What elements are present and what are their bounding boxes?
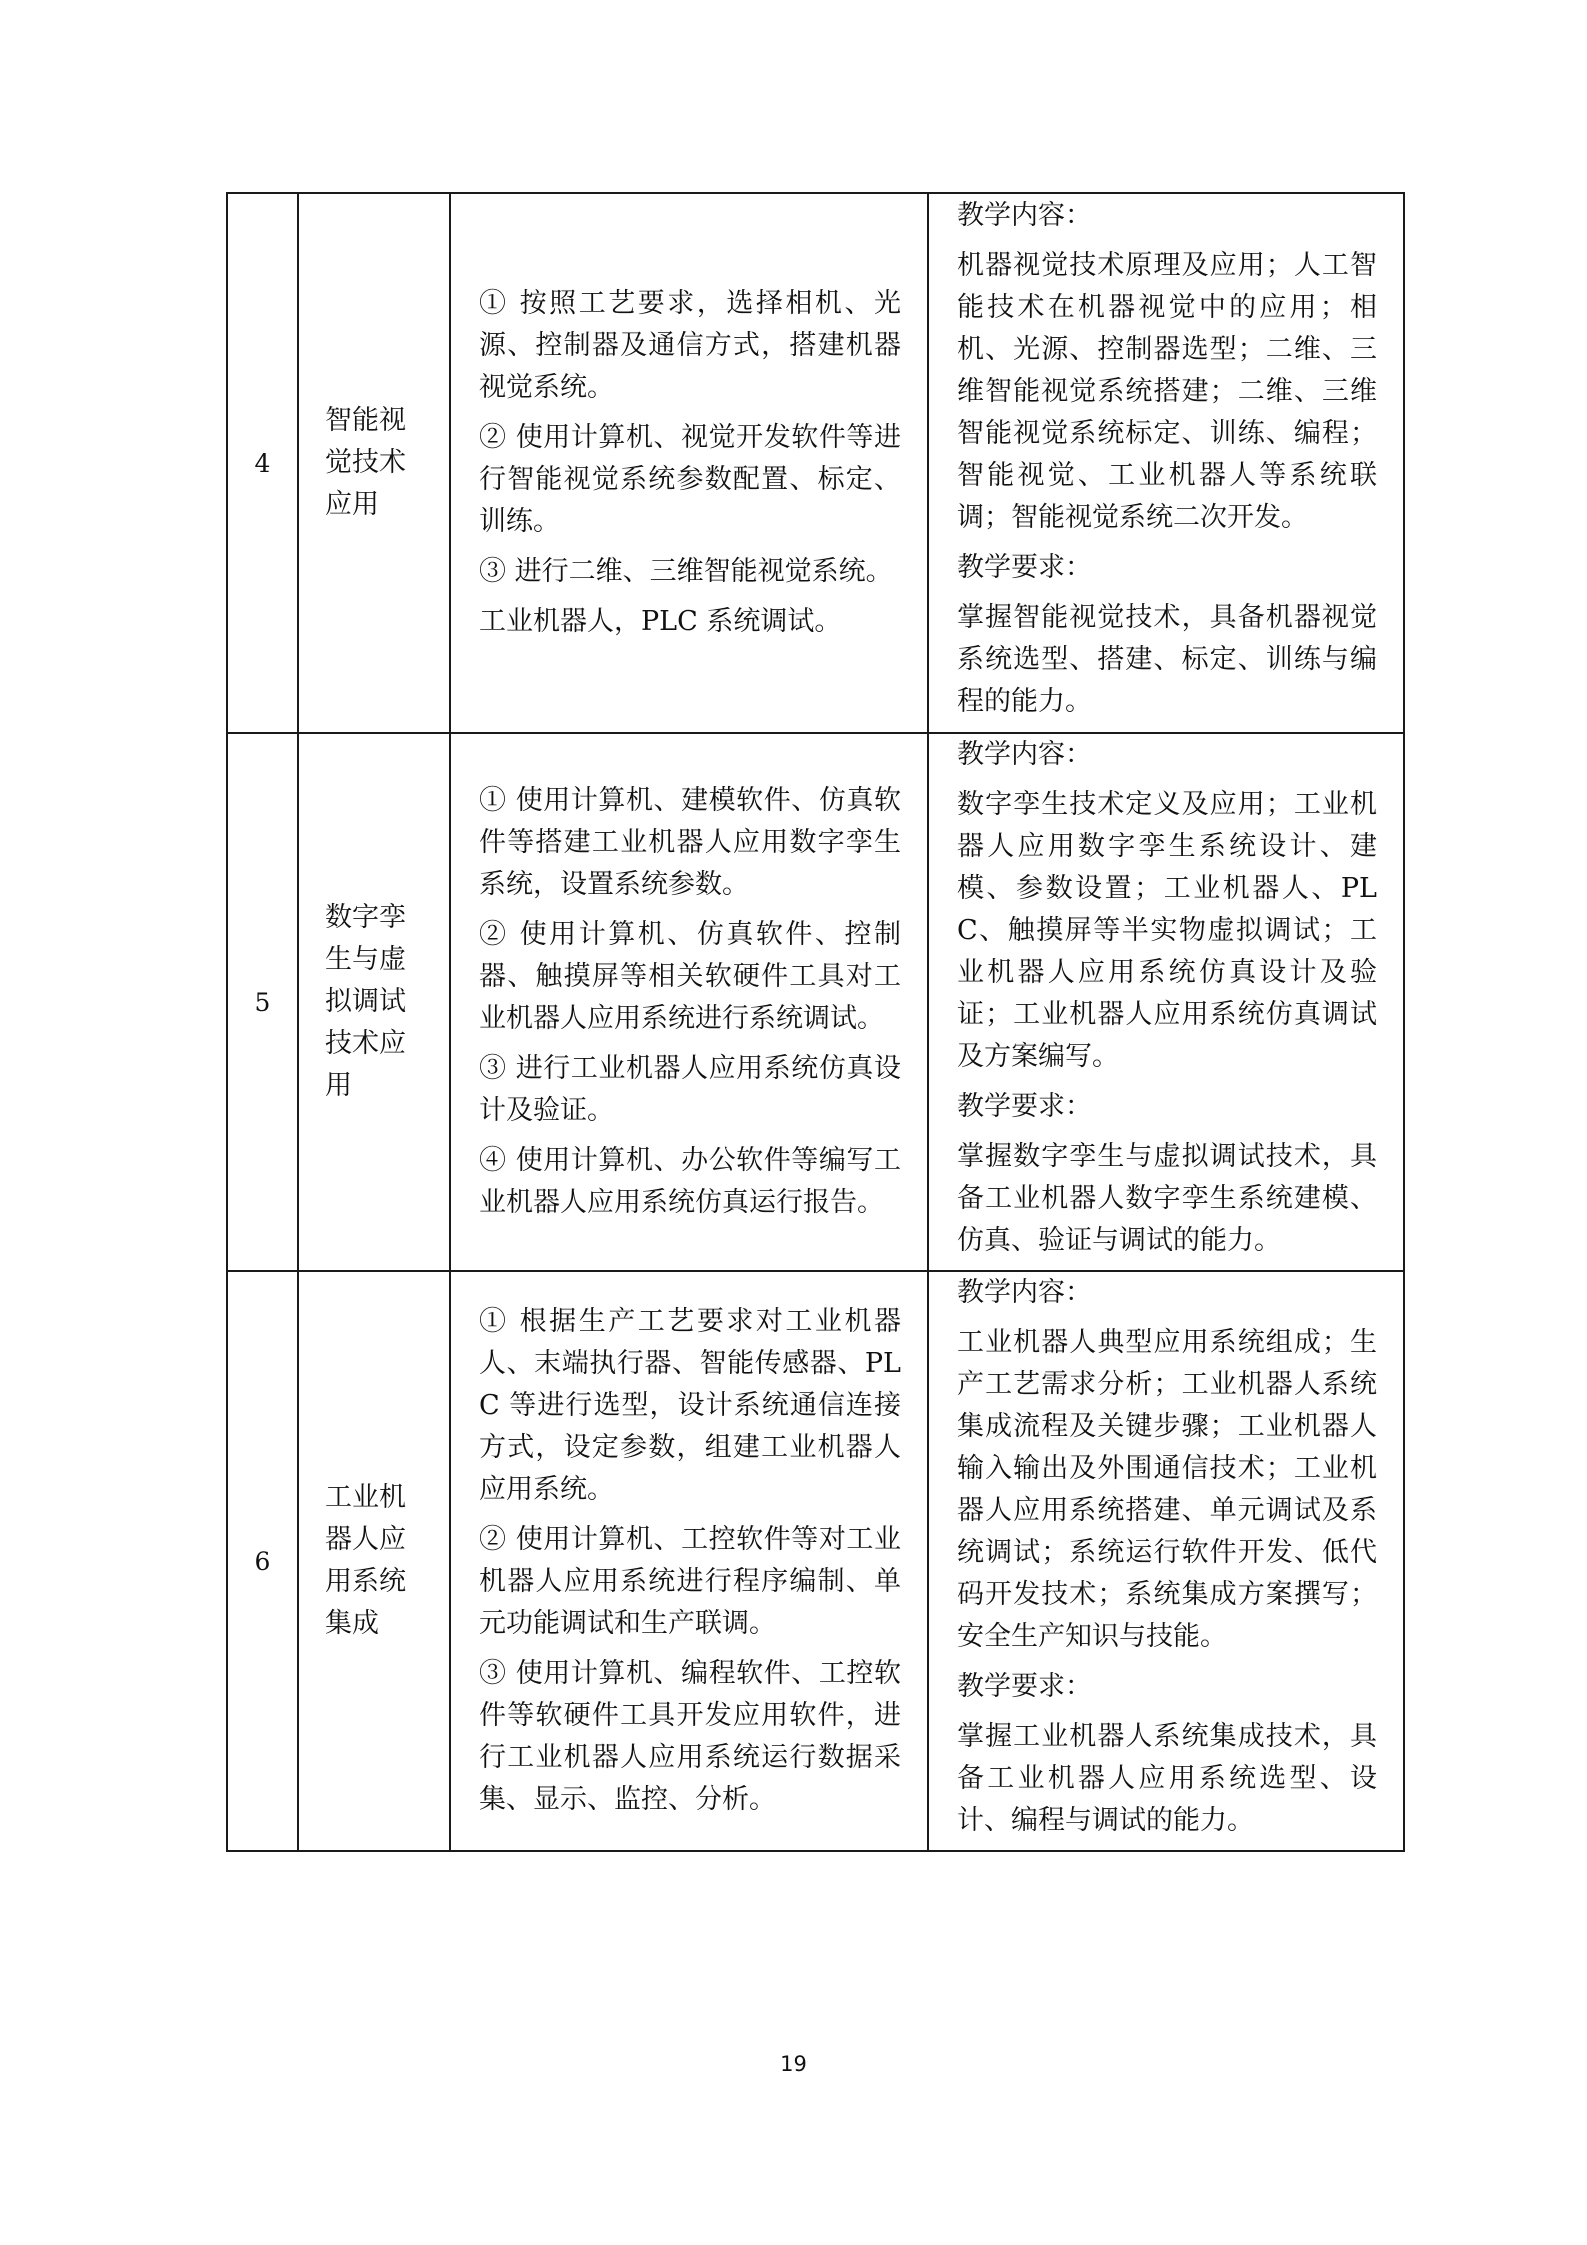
task-item: ② 使用计算机、仿真软件、控制器、触摸屏等相关软硬件工具对工业机器人应用系统进行系统调试。 xyxy=(479,919,901,1034)
row-number: 4 xyxy=(227,193,298,733)
content-text: 机器视觉技术原理及应用；人工智能技术在机器视觉中的应用；相机、光源、控制器选型；二维、三维智能视觉系统搭建；二维、三维智能视觉系统标定、训练、编程；智能视觉、工业机器人等系统联调；智能视觉系统二次开发。 xyxy=(957,250,1377,533)
page-number: 19 xyxy=(780,2052,807,2076)
content-label: 教学内容： xyxy=(957,1277,1092,1308)
requirement-text: 掌握工业机器人系统集成技术，具备工业机器人应用系统选型、设计、编程与调试的能力。 xyxy=(957,1721,1377,1836)
content-label: 教学内容： xyxy=(957,200,1092,231)
task-item: ① 使用计算机、建模软件、仿真软件等搭建工业机器人应用数字孪生系统，设置系统参数。 xyxy=(479,785,901,900)
row-number: 5 xyxy=(227,733,298,1271)
table-row xyxy=(227,193,1404,733)
task-item: ① 根据生产工艺要求对工业机器人、末端执行器、智能传感器、PLC 等进行选型，设计系统通信连接方式，设定参数，组建工业机器人应用系统。 xyxy=(479,1306,901,1505)
content-text: 数字孪生技术定义及应用；工业机器人应用数字孪生系统设计、建模、参数设置；工业机器人、PLC、触摸屏等半实物虚拟调试；工业机器人应用系统仿真设计及验证；工业机器人应用系统仿真调试及方案编写。 xyxy=(957,789,1377,1072)
row-number: 6 xyxy=(227,1271,298,1851)
work-tasks-cell xyxy=(450,193,928,733)
task-item: ④ 使用计算机、办公软件等编写工业机器人应用系统仿真运行报告。 xyxy=(479,1145,901,1218)
table-row xyxy=(227,1271,1404,1851)
teaching-cell xyxy=(928,1271,1404,1851)
course-name: 智能视觉技术应用 xyxy=(298,193,450,733)
work-tasks-cell xyxy=(450,733,928,1271)
table-row xyxy=(227,733,1404,1271)
task-item: ① 按照工艺要求，选择相机、光源、控制器及通信方式，搭建机器视觉系统。 xyxy=(479,288,901,403)
work-tasks-cell xyxy=(450,1271,928,1851)
requirement-text: 掌握智能视觉技术，具备机器视觉系统选型、搭建、标定、训练与编程的能力。 xyxy=(957,602,1377,717)
course-table xyxy=(226,192,1405,1852)
task-item: ③ 进行工业机器人应用系统仿真设计及验证。 xyxy=(479,1053,901,1126)
task-item: ② 使用计算机、工控软件等对工业机器人应用系统进行程序编制、单元功能调试和生产联调。 xyxy=(479,1524,901,1639)
teaching-cell xyxy=(928,193,1404,733)
content-label: 教学内容： xyxy=(957,739,1092,770)
content-text: 工业机器人典型应用系统组成；生产工艺需求分析；工业机器人系统集成流程及关键步骤；工业机器人输入输出及外围通信技术；工业机器人应用系统搭建、单元调试及系统调试；系统运行软件开发、低代码开发技术；系统集成方案撰写；安全生产知识与技能。 xyxy=(957,1327,1377,1652)
course-name: 工业机器人应用系统集成 xyxy=(298,1271,450,1851)
requirement-text: 掌握数字孪生与虚拟调试技术，具备工业机器人数字孪生系统建模、仿真、验证与调试的能力。 xyxy=(957,1141,1377,1256)
requirement-label: 教学要求： xyxy=(957,1671,1092,1702)
course-name: 数字孪生与虚拟调试技术应用 xyxy=(298,733,450,1271)
task-item: 工业机器人，PLC 系统调试。 xyxy=(479,606,842,637)
task-item: ② 使用计算机、视觉开发软件等进行智能视觉系统参数配置、标定、训练。 xyxy=(479,422,901,537)
requirement-label: 教学要求： xyxy=(957,1091,1092,1122)
requirement-label: 教学要求： xyxy=(957,552,1092,583)
task-item: ③ 使用计算机、编程软件、工控软件等软硬件工具开发应用软件，进行工业机器人应用系统运行数据采集、显示、监控、分析。 xyxy=(479,1658,901,1815)
task-item: ③ 进行二维、三维智能视觉系统。 xyxy=(479,556,893,587)
teaching-cell xyxy=(928,733,1404,1271)
